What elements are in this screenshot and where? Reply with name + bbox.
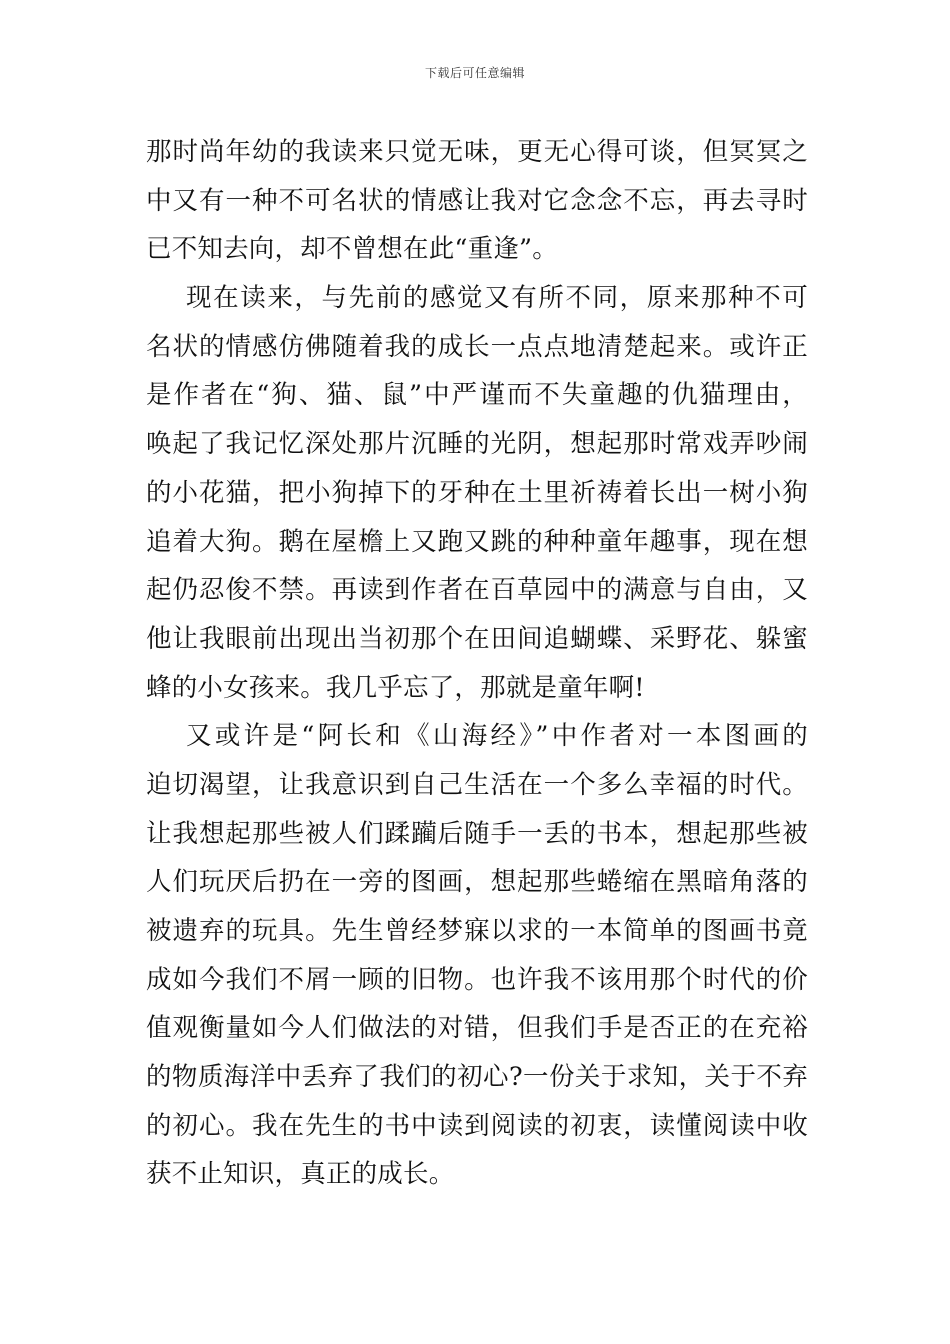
- text-line: 已不知去向，却不曾想在此“重逢”。: [146, 234, 558, 265]
- text-line: 又或许是“阿长和《山海经》”中作者对一本图画的: [186, 721, 808, 752]
- text-line: 值观衡量如今人们做法的对错，但我们手是否正的在充裕: [146, 1013, 808, 1044]
- text-line: 人们玩厌后扔在一旁的图画，想起那些蜷缩在黑暗角落的: [146, 867, 808, 898]
- body-text: [146, 128, 808, 1199]
- text-line: 迫切渴望，让我意识到自己生活在一个多么幸福的时代。: [146, 769, 808, 800]
- text-line: 让我想起那些被人们蹂躏后随手一丢的书本，想起那些被: [146, 818, 808, 849]
- text-line: 是作者在“狗、猫、鼠”中严谨而不失童趣的仇猫理由，: [146, 380, 808, 411]
- text-line: 蜂的小女孩来。我几乎忘了，那就是童年啊!: [146, 672, 645, 703]
- text-line: 他让我眼前出现出当初那个在田间追蝴蝶、采野花、躲蜜: [146, 623, 808, 654]
- text-line: 的小花猫，把小狗掉下的牙种在土里祈祷着长出一树小狗: [146, 477, 808, 508]
- text-line: 中又有一种不可名状的情感让我对它念念不忘，再去寻时: [146, 185, 808, 216]
- text-line: 起仍忍俊不禁。再读到作者在百草园中的满意与自由，又: [146, 575, 808, 606]
- text-line: 追着大狗。鹅在屋檐上又跑又跳的种种童年趣事，现在想: [146, 526, 808, 557]
- text-line: 成如今我们不屑一顾的旧物。也许我不该用那个时代的价: [146, 964, 808, 995]
- text-line: 那时尚年幼的我读来只觉无味，更无心得可谈，但冥冥之: [146, 137, 808, 167]
- text-line: 名状的情感仿佛随着我的成长一点点地清楚起来。或许正: [146, 331, 808, 362]
- text-line: 被遗弃的玩具。先生曾经梦寐以求的一本简单的图画书竟: [146, 916, 808, 946]
- text-line: 唤起了我记忆深处那片沉睡的光阴，想起那时常戏弄吵闹: [146, 429, 808, 460]
- text-line: 获不止知识，真正的成长。: [146, 1159, 455, 1190]
- text-line: 现在读来，与先前的感觉又有所不同，原来那种不可: [186, 283, 808, 314]
- text-line: 的初心。我在先生的书中读到阅读的初衷，读懂阅读中收: [146, 1110, 808, 1141]
- text-line: 的物质海洋中丢弃了我们的初心?一份关于求知，关于不弃: [146, 1062, 808, 1093]
- header-note: 下载后可任意编辑: [424, 66, 525, 80]
